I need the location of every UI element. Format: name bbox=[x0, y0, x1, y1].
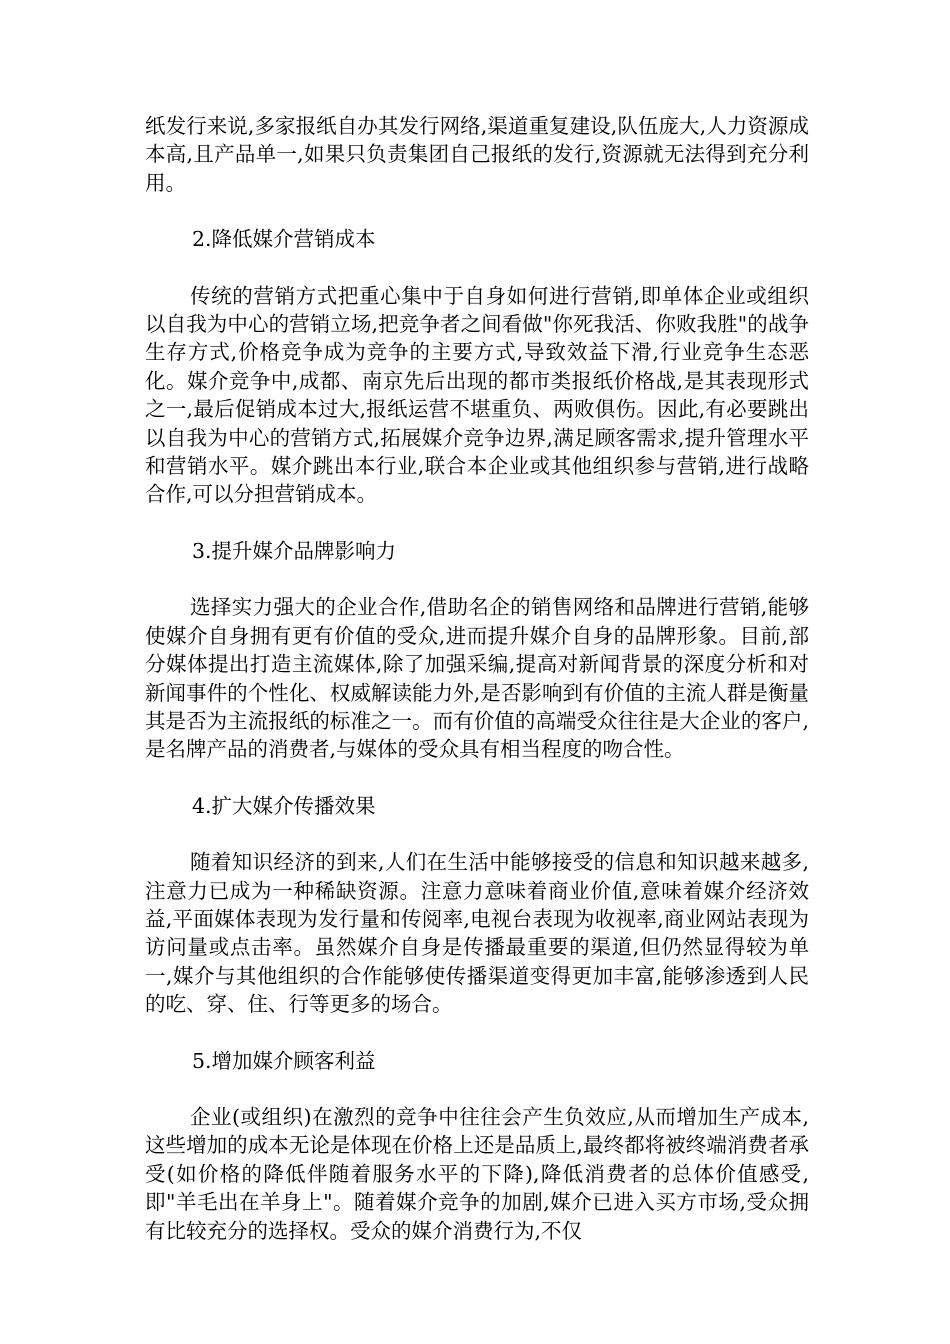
paragraph-continuation: 纸发行来说,多家报纸自办其发行网络,渠道重复建设,队伍庞大,人力资源成本高,且产品单一,如果只负责集团自己报纸的发行,资源就无法得到充分利用。 bbox=[145, 114, 809, 195]
spacer bbox=[145, 565, 809, 593]
spacer bbox=[145, 820, 809, 848]
spacer bbox=[145, 764, 809, 792]
spacer bbox=[145, 197, 809, 225]
spacer bbox=[145, 509, 809, 537]
spacer bbox=[145, 1019, 809, 1047]
section-heading-2: 2.降低媒介营销成本 bbox=[192, 227, 376, 252]
paragraph-brand-influence: 选择实力强大的企业合作,借助名企的销售网络和品牌进行营销,能够使媒介自身拥有更有价值的受众,进而提升媒介自身的品牌形象。目前,部分媒体提出打造主流媒体,除了加强采编,提高对新闻背景的深度分析和对新闻事件的个性化、权威解读能力外,是否影响到有价值的主流人群是衡量其是否为主流报纸的标准之一。而有价值的高端受众往往是大企业的客户,是名牌产品的消费者,与媒体的受众具有相当程度的吻合性。 bbox=[145, 595, 809, 762]
paragraph-marketing-cost: 传统的营销方式把重心集中于自身如何进行营销,即单体企业或组织以自我为中心的营销立场,把竞争者之间看做"你死我活、你败我胜"的战争生存方式,价格竞争成为竞争的主要方式,导致效益下滑,行业竞争生态恶化。媒介竞争中,成都、南京先后出现的都市类报纸价格战,是其表现形式之一,最后促销成本过大,报纸运营不堪重负、两败俱伤。因此,有必要跳出以自我为中心的营销方式,拓展媒介竞争边界,满足顾客需求,提升管理水平和营销水平。媒介跳出本行业,联合本企业或其他组织参与营销,进行战略合作,可以分担营销成本。 bbox=[145, 283, 809, 507]
document-page bbox=[145, 112, 809, 1245]
paragraph-customer-benefit: 企业(或组织)在激烈的竞争中往往会产生负效应,从而增加生产成本,这些增加的成本无论是体现在价格上还是品质上,最终都将被终端消费者承受(如价格的降低伴随着服务水平的下降),降低消费者的总体价值感受,即"羊毛出在羊身上"。随着媒介竞争的加剧,媒介已进入买方市场,受众拥有比较充分的选择权。受众的媒介消费行为,不仅 bbox=[145, 1104, 809, 1243]
section-heading-3: 3.提升媒介品牌影响力 bbox=[192, 538, 397, 563]
spacer bbox=[145, 254, 809, 282]
section-heading-5: 5.增加媒介顾客利益 bbox=[192, 1048, 376, 1073]
section-heading-4: 4.扩大媒介传播效果 bbox=[192, 793, 376, 818]
spacer bbox=[145, 1075, 809, 1103]
paragraph-communication-effect: 随着知识经济的到来,人们在生活中能够接受的信息和知识越来越多,注意力已成为一种稀缺资源。注意力意味着商业价值,意味着媒介经济效益,平面媒体表现为发行量和传阅率,电视台表现为收视率,商业网站表现为访问量或点击率。虽然媒介自身是传播最重要的渠道,但仍然显得较为单一,媒介与其他组织的合作能够使传播渠道变得更加丰富,能够渗透到人民的吃、穿、住、行等更多的场合。 bbox=[145, 850, 809, 1017]
